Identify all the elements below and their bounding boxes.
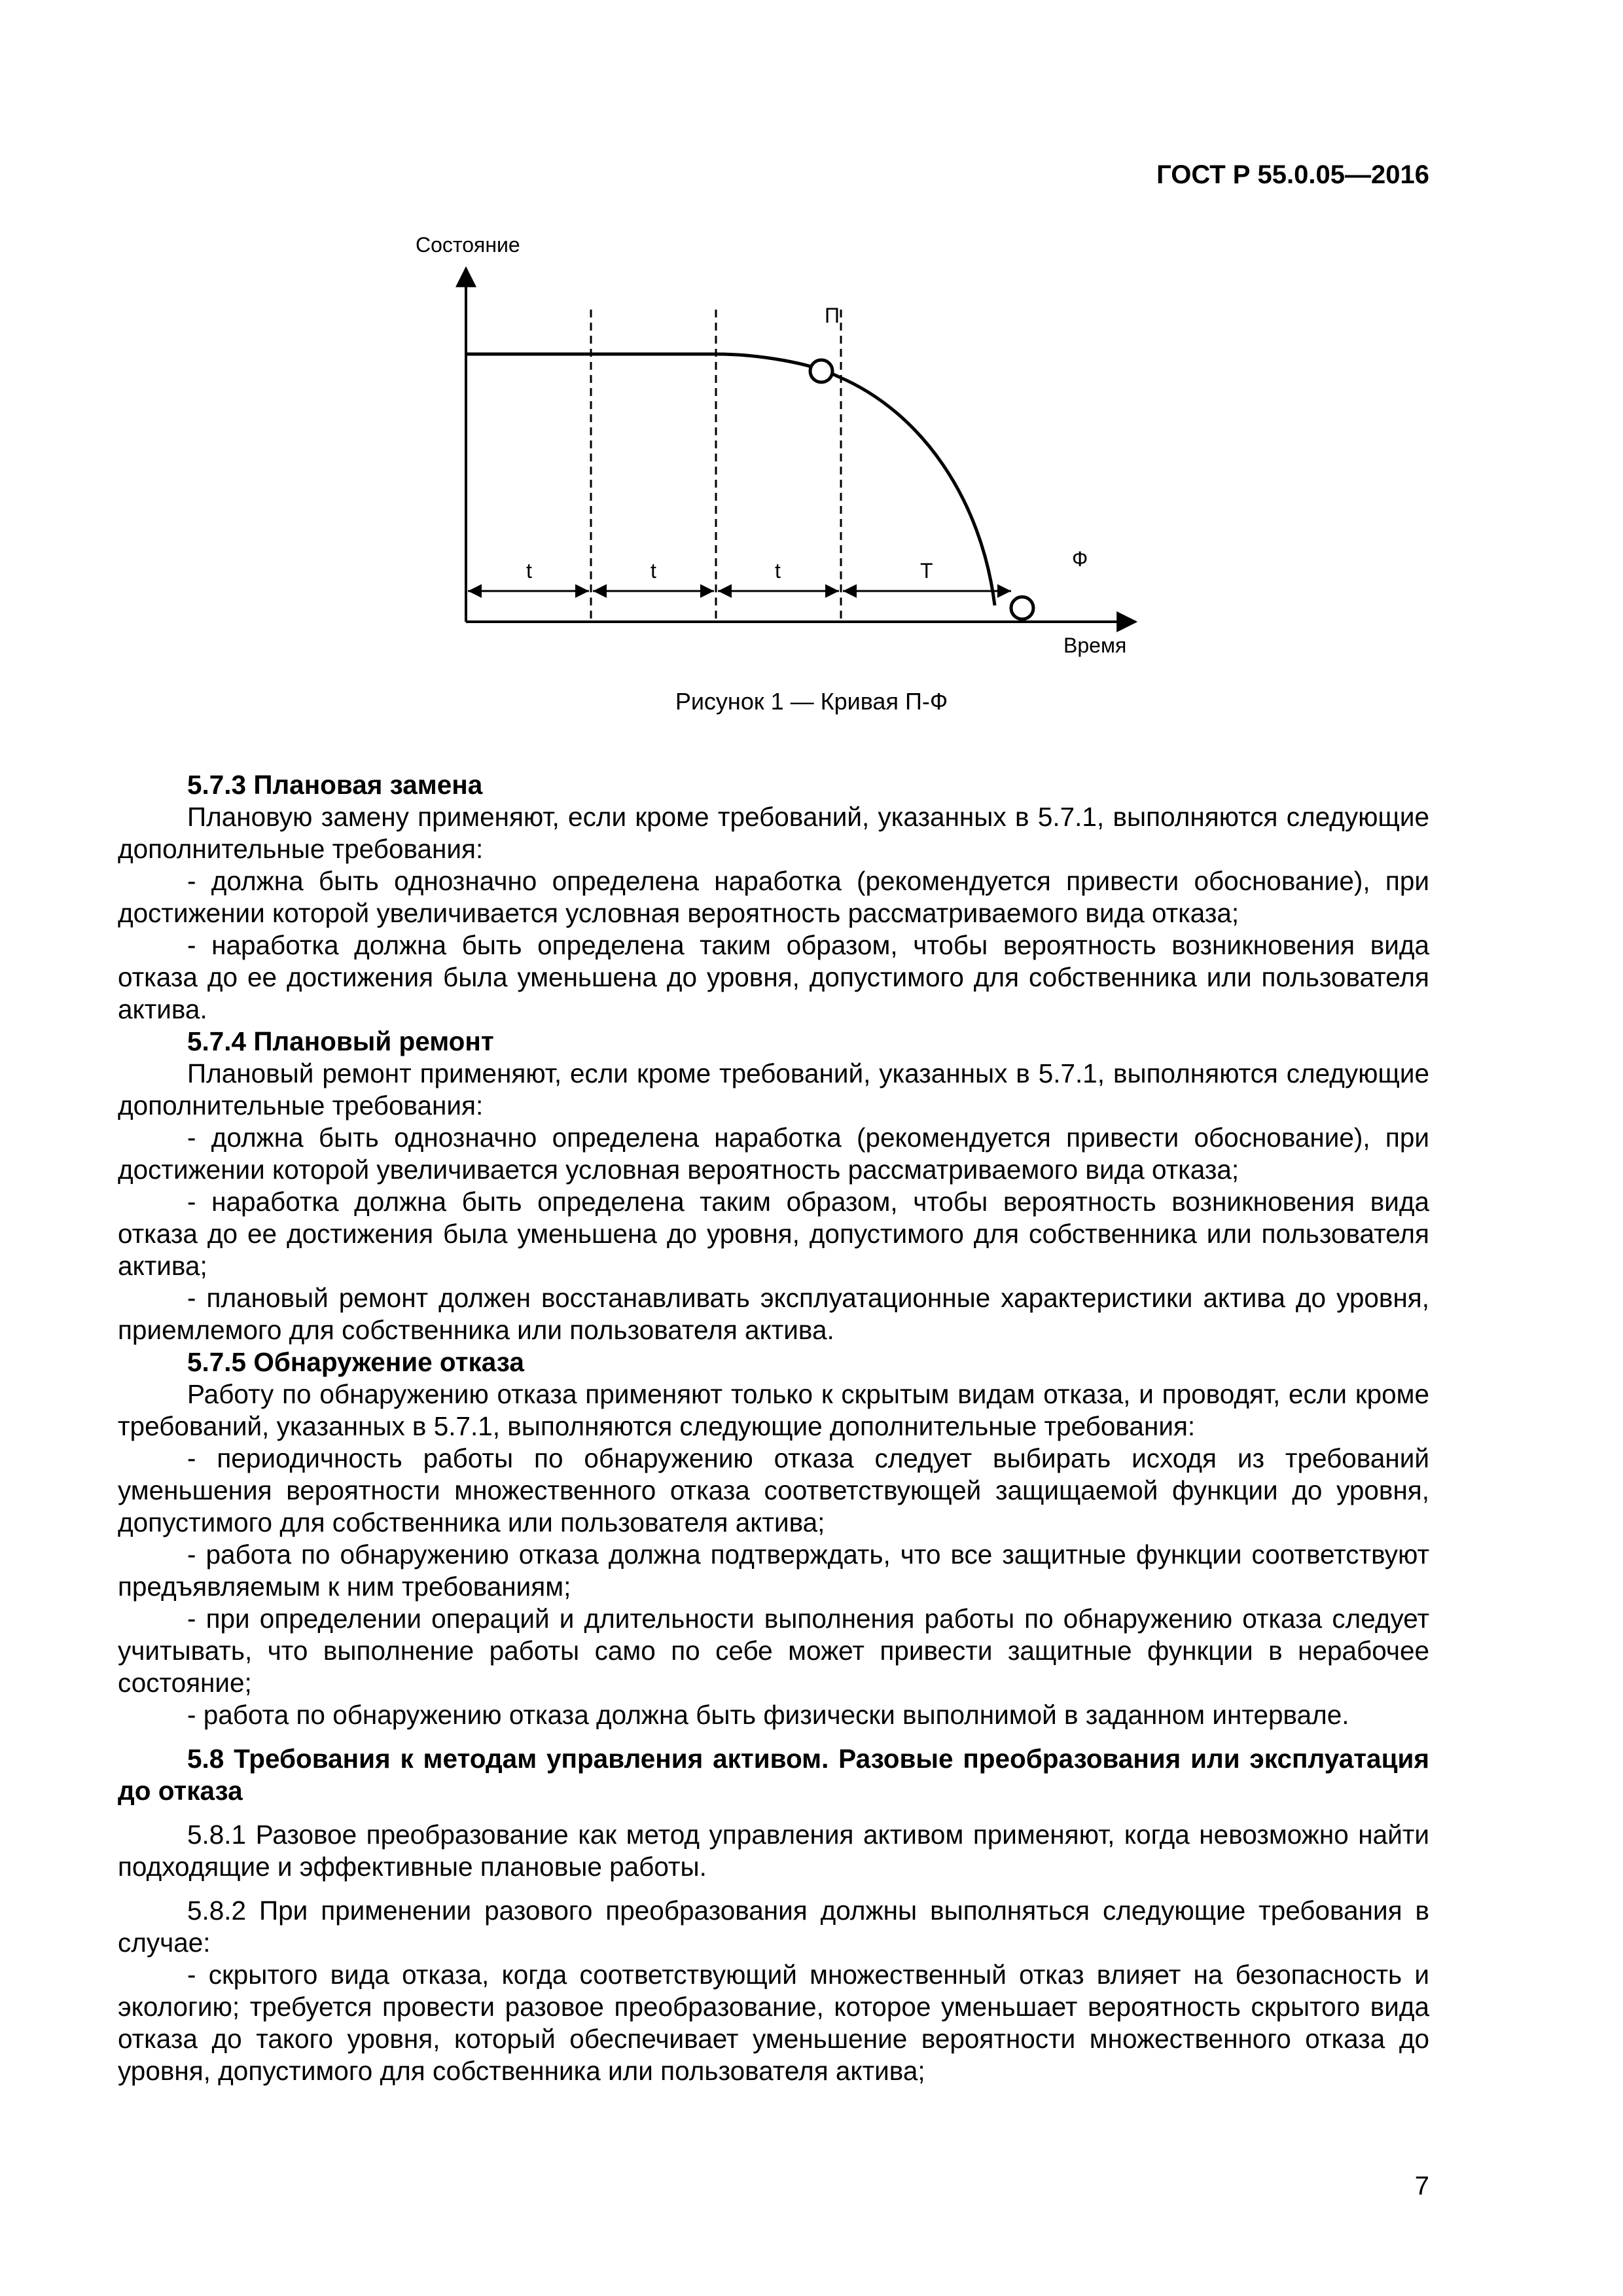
paragraph: 5.8.1 Разовое преобразование как метод управления активом применяют, когда невозможно найти подходящие и эффективные плановые работы. — [118, 1820, 1429, 1882]
list-item: - работа по обнаружению отказа должна подтверждать, что все защитные функции соответствуют предъявляемым к ним требованиям; — [118, 1539, 1429, 1602]
pf-curve-figure — [393, 226, 1178, 671]
interval-label: t — [651, 559, 656, 583]
paragraph: Плановый ремонт применяют, если кроме требований, указанных в 5.7.1, выполняются следующие дополнительные требования: — [118, 1058, 1429, 1121]
document-body — [118, 769, 1429, 2087]
document-code: ГОСТ Р 55.0.05—2016 — [1156, 160, 1429, 189]
pf-curve — [466, 354, 995, 605]
point-f-marker — [1011, 597, 1033, 619]
list-item: - периодичность работы по обнаружению отказа следует выбирать исходя из требований уменьшения вероятности множественного отказа соответствующей защищаемой функции до уровня, допустимого для собственника или пользователя актива; — [118, 1443, 1429, 1537]
section-heading-5-7-5: 5.7.5 Обнаружение отказа — [187, 1347, 524, 1377]
point-p-label: П — [825, 304, 840, 327]
list-item: - должна быть однозначно определена наработка (рекомендуется привести обоснование), при достижении которой увеличивается условная вероятность рассматриваемого вида отказа; — [118, 866, 1429, 928]
interval-label: t — [526, 559, 532, 583]
point-f-label: Ф — [1072, 547, 1088, 571]
pf-curve-diagram — [393, 226, 1178, 671]
paragraph: Работу по обнаружению отказа применяют только к скрытым видам отказа, и проводят, если кроме требований, указанных в 5.7.1, выполняются следующие дополнительные требования: — [118, 1379, 1429, 1441]
list-item: - скрытого вида отказа, когда соответствующий множественный отказ влияет на безопасность и экологию; требуется провести разовое преобразование, которое уменьшает вероятность скрытого вида отказа до такого уровня, который обеспечивает уменьшение вероятности множественного отказа до уровня, допустимого для собственника или пользователя актива; — [118, 1960, 1429, 2086]
y-axis-label: Состояние — [416, 233, 520, 257]
interval-label: T — [920, 559, 933, 583]
list-item: - при определении операций и длительности выполнения работы по обнаружению отказа следует учитывать, что выполнение работы само по себе может привести защитные функции в нерабочее состояние; — [118, 1604, 1429, 1698]
list-item: - наработка должна быть определена таким образом, чтобы вероятность возникновения вида отказа до ее достижения была уменьшена до уровня, допустимого для собственника или пользователя актива. — [118, 930, 1429, 1024]
list-item: - работа по обнаружению отказа должна быть физически выполнимой в заданном интервале. — [187, 1700, 1349, 1730]
interval-label: t — [775, 559, 781, 583]
page-number: 7 — [1414, 2172, 1429, 2200]
figure-caption: Рисунок 1 — Кривая П-Ф — [675, 688, 948, 715]
list-item: - наработка должна быть определена таким образом, чтобы вероятность возникновения вида отказа до ее достижения была уменьшена до уровня, допустимого для собственника или пользователя актива; — [118, 1187, 1429, 1281]
section-heading-5-7-4: 5.7.4 Плановый ремонт — [187, 1026, 494, 1056]
x-axis-label: Время — [1063, 634, 1127, 657]
paragraph: Плановую замену применяют, если кроме требований, указанных в 5.7.1, выполняются следующие дополнительные требования: — [118, 802, 1429, 864]
section-heading-5-8: 5.8 Требования к методам управления активом. Разовые преобразования или эксплуатация до отказа — [118, 1744, 1429, 1806]
list-item: - плановый ремонт должен восстанавливать эксплуатационные характеристики актива до уровня, приемлемого для собственника или пользователя актива. — [118, 1283, 1429, 1345]
section-heading-5-7-3: 5.7.3 Плановая замена — [187, 770, 483, 800]
list-item: - должна быть однозначно определена наработка (рекомендуется привести обоснование), при достижении которой увеличивается условная вероятность рассматриваемого вида отказа; — [118, 1122, 1429, 1185]
paragraph: 5.8.2 При применении разового преобразования должны выполняться следующие требования в случае: — [118, 1895, 1429, 1958]
point-p-marker — [810, 360, 832, 382]
